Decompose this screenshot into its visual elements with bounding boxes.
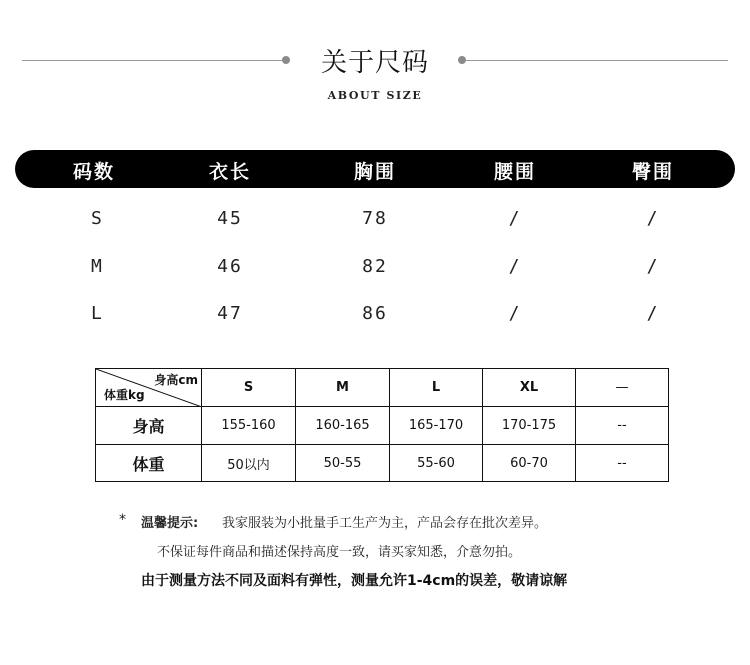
height-value: 165-170: [390, 407, 483, 445]
hip-value: /: [646, 303, 660, 324]
weight-value: 55-60: [390, 445, 483, 482]
table-row: [96, 445, 669, 482]
weight-value: 60-70: [483, 445, 576, 482]
size-label: S: [91, 208, 104, 229]
col-header-blank: —: [576, 369, 669, 407]
header-length: 衣长: [208, 161, 251, 183]
length-value: 45: [217, 208, 243, 229]
chest-value: 86: [362, 303, 388, 324]
chest-value: 78: [362, 208, 388, 229]
weight-value: 50以内: [202, 445, 296, 482]
waist-value: /: [508, 256, 522, 277]
section-title: [0, 40, 750, 80]
length-value: 46: [217, 256, 243, 277]
divider-dot-right: [458, 56, 466, 64]
notice-text-1: 我家服装为小批量手工生产为主，产品会存在批次差异。: [222, 516, 548, 531]
row-label-weight: 体重: [96, 445, 202, 482]
table-row: [15, 252, 735, 282]
col-header-s: S: [202, 369, 296, 407]
col-header-xl: XL: [483, 369, 576, 407]
height-value: --: [576, 407, 669, 445]
notice-text-2: 不保证每件商品和描述保持高度一致，请买家知悉，介意勿拍。: [157, 545, 522, 560]
notice-text-3: 由于测量方法不同及面料有弹性，测量允许1-4cm的误差，敬请谅解: [141, 573, 568, 589]
col-header-l: L: [390, 369, 483, 407]
col-header-m: M: [296, 369, 390, 407]
weight-value: 50-55: [296, 445, 390, 482]
hip-value: /: [646, 208, 660, 229]
header-chest: 胸围: [353, 161, 396, 183]
height-value: 170-175: [483, 407, 576, 445]
header-hip: 臀围: [631, 161, 674, 183]
length-value: 47: [217, 303, 243, 324]
corner-cell: [96, 369, 202, 407]
table-row: [96, 407, 669, 445]
chest-value: 82: [362, 256, 388, 277]
waist-value: /: [508, 303, 522, 324]
table-row: [15, 204, 735, 234]
corner-height-label: 身高cm: [154, 373, 198, 387]
asterisk-icon: *: [119, 512, 126, 528]
page-subtitle: ABOUT SIZE: [327, 89, 423, 102]
size-label: M: [91, 256, 104, 277]
hip-value: /: [646, 256, 660, 277]
table-row: [15, 299, 735, 329]
header-waist: 腰围: [493, 161, 536, 183]
height-weight-table: [95, 368, 669, 482]
notice-label: 温馨提示:: [141, 516, 199, 531]
size-table-header: [15, 150, 735, 188]
header-size: 码数: [73, 161, 116, 183]
page-title: 关于尺码: [320, 48, 429, 78]
waist-value: /: [508, 208, 522, 229]
divider-line-right: [466, 60, 728, 61]
height-value: 155-160: [202, 407, 296, 445]
row-label-height: 身高: [96, 407, 202, 445]
corner-weight-label: 体重kg: [104, 388, 145, 402]
size-label: L: [91, 303, 104, 324]
height-value: 160-165: [296, 407, 390, 445]
weight-value: --: [576, 445, 669, 482]
